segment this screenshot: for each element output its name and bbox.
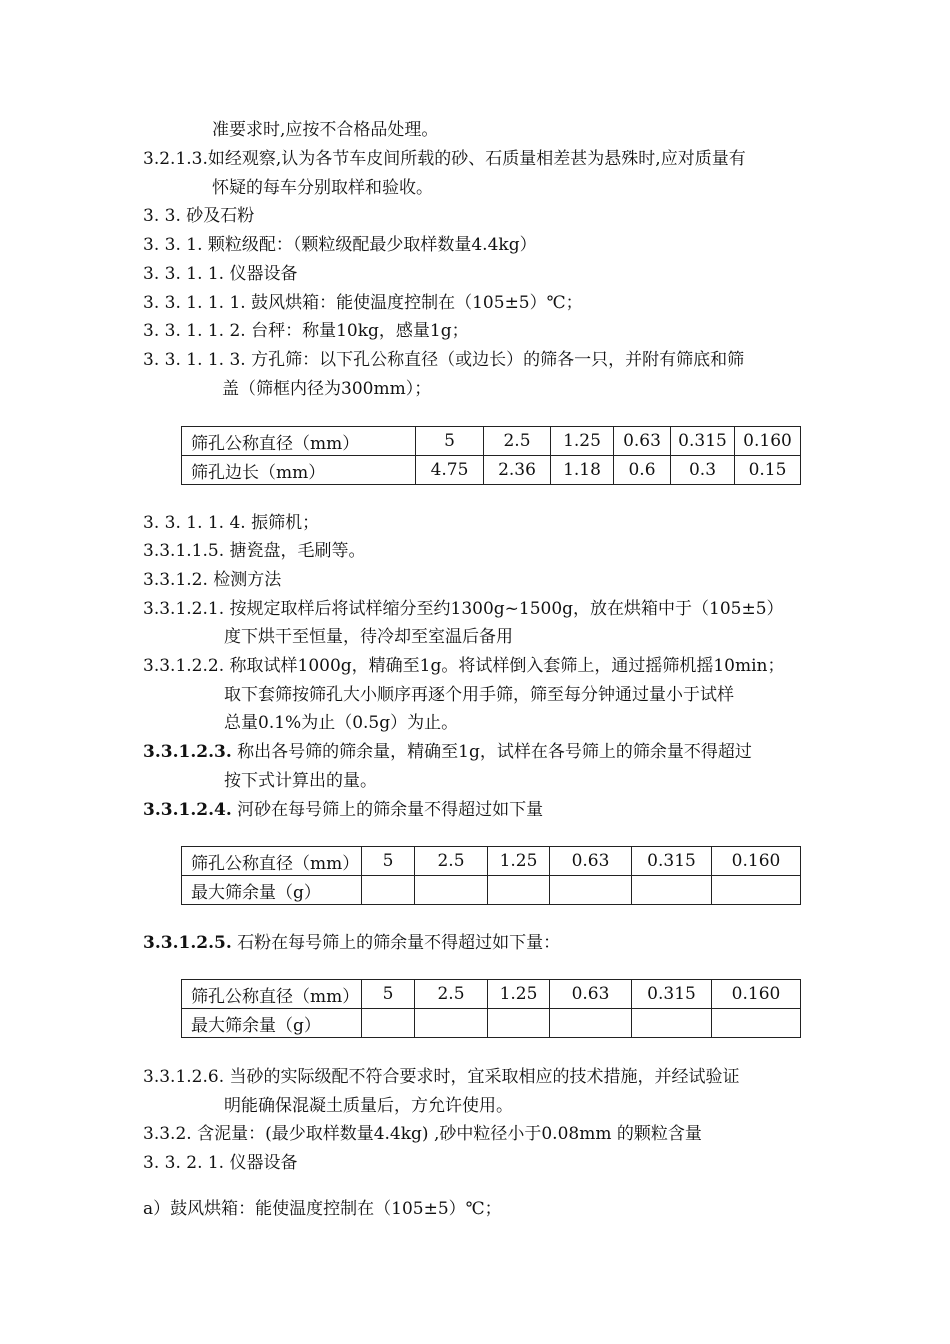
table-cell [550, 876, 632, 905]
table-cell [362, 876, 415, 905]
clause-text: 如经观察,认为各节车皮间所载的砂、石质量相差甚为悬殊时,应对质量有 [207, 149, 746, 169]
text-line: 3. 3. 1. 1. 1. 鼓风烘箱：能使温度控制在（105±5）℃； [143, 293, 583, 313]
text-line: a）鼓风烘箱：能使温度控制在（105±5）℃； [143, 1199, 502, 1219]
table-cell [415, 876, 488, 905]
table-cell [712, 1009, 801, 1038]
table-row [182, 847, 801, 876]
clause-number: 3.3.1.2.3. [143, 742, 232, 762]
table-cell: 1.25 [551, 427, 614, 456]
table-row [182, 1009, 801, 1038]
clause-number: 3.3.1.2.5. [143, 933, 232, 953]
subsection-heading: 3. 3. 2. 1. 仪器设备 [143, 1153, 298, 1173]
section-heading: 3. 3. 砂及石粉 [143, 206, 255, 226]
table-cell [632, 876, 712, 905]
table-row [182, 980, 801, 1009]
table-cell: 2.5 [415, 847, 488, 876]
table-cell: 4.75 [416, 456, 484, 485]
text-line: 3. 3. 1. 1. 2. 台秤：称量10kg，感量1g； [143, 321, 469, 341]
table-cell: 0.15 [735, 456, 801, 485]
table-cell: 1.18 [551, 456, 614, 485]
clause-3-3-1-2-5 [143, 933, 560, 953]
river-sand-residue-table [181, 846, 801, 905]
subsection-heading: 3. 3. 1. 颗粒级配：（颗粒级配最少取样数量4.4kg） [143, 235, 537, 255]
clause-3-3-1-2-4 [143, 800, 543, 820]
clause-number: 3.3.1.2.1. [143, 599, 225, 619]
table-cell: 5 [362, 847, 415, 876]
text-line: 取下套筛按筛孔大小顺序再逐个用手筛，筛至每分钟通过量小于试样 [224, 685, 734, 705]
clause-number: 3.3.1.2.6. [143, 1067, 225, 1087]
clause-3-3-1-2-6 [143, 1067, 740, 1087]
table-cell: 2.36 [484, 456, 551, 485]
text-line: 3. 3. 1. 1. 3. 方孔筛：以下孔公称直径（或边长）的筛各一只，并附有筛底和筛 [143, 350, 745, 370]
clause-number: 3.2.1.3. [143, 149, 208, 169]
clause-text: 当砂的实际级配不符合要求时，宜采取相应的技术措施，并经试验证 [229, 1067, 740, 1087]
text-line: 总量0.1%为止（0.5g）为止。 [224, 713, 459, 733]
clause-text: 称出各号筛的筛余量，精确至1g，试样在各号筛上的筛余量不得超过 [237, 742, 752, 762]
table-header-cell: 筛孔边长（mm） [182, 456, 416, 485]
sieve-size-table [181, 426, 801, 485]
table-cell: 0.63 [614, 427, 671, 456]
table-cell [632, 1009, 712, 1038]
clause-3-3-1-2-2 [143, 656, 785, 676]
subsection-heading: 3.3.2. 含泥量：(最少取样数量4.4kg) ,砂中粒径小于0.08mm 的颗粒含量 [143, 1124, 702, 1144]
table-header-cell: 筛孔公称直径（mm） [182, 847, 362, 876]
text-line: 明能确保混凝土质量后，方允许使用。 [224, 1096, 513, 1116]
table-cell: 5 [362, 980, 415, 1009]
table-cell: 2.5 [415, 980, 488, 1009]
table-cell: 0.63 [550, 980, 632, 1009]
text-line: 盖（筛框内径为300mm）； [222, 379, 432, 399]
text-line: 按下式计算出的量。 [224, 771, 377, 791]
table-cell: 0.160 [735, 427, 801, 456]
clause-3-3-1-2-1 [143, 599, 784, 619]
clause-text: 河砂在每号筛上的筛余量不得超过如下量 [237, 800, 544, 820]
clause-number: 3.3.1.2.2. [143, 656, 225, 676]
table-header-cell: 筛孔公称直径（mm） [182, 980, 362, 1009]
text-line: 怀疑的每车分别取样和验收。 [212, 178, 433, 198]
table-header-cell: 筛孔公称直径（mm） [182, 427, 416, 456]
clause-text: 称取试样1000g，精确至1g。将试样倒入套筛上，通过摇筛机摇10min； [229, 656, 785, 676]
table-cell [488, 1009, 550, 1038]
table-cell: 0.3 [671, 456, 735, 485]
table-cell: 0.315 [671, 427, 735, 456]
table-cell: 0.315 [632, 847, 712, 876]
clause-number: 3.3.1.2.4. [143, 800, 232, 820]
subsection-heading: 3.3.1.2. 检测方法 [143, 570, 282, 590]
table-cell [550, 1009, 632, 1038]
text-line: 度下烘干至恒量，待冷却至室温后备用 [224, 627, 513, 647]
text-line: 3.3.1.1.5. 搪瓷盘，毛刷等。 [143, 541, 366, 561]
table-cell: 1.25 [488, 847, 550, 876]
clause-text: 石粉在每号筛上的筛余量不得超过如下量： [237, 933, 561, 953]
table-cell: 1.25 [488, 980, 550, 1009]
clause-3-3-1-2-3 [143, 742, 752, 762]
subsection-heading: 3. 3. 1. 1. 仪器设备 [143, 264, 298, 284]
table-cell: 0.315 [632, 980, 712, 1009]
table-row [182, 876, 801, 905]
table-cell: 2.5 [484, 427, 551, 456]
clause-text: 按规定取样后将试样缩分至约1300g~1500g，放在烘箱中于（105±5） [229, 599, 784, 619]
table-cell [712, 876, 801, 905]
table-cell: 0.160 [712, 980, 801, 1009]
table-cell: 0.63 [550, 847, 632, 876]
table-row [182, 456, 801, 485]
table-cell [488, 876, 550, 905]
table-cell: 0.160 [712, 847, 801, 876]
table-cell: 0.6 [614, 456, 671, 485]
clause-3-2-1-3 [143, 149, 746, 169]
text-line: 3. 3. 1. 1. 4. 振筛机； [143, 513, 320, 533]
table-header-cell: 最大筛余量（g） [182, 1009, 362, 1038]
table-row [182, 427, 801, 456]
table-cell [362, 1009, 415, 1038]
stone-powder-residue-table [181, 979, 801, 1038]
text-line: 准要求时,应按不合格品处理。 [212, 120, 439, 140]
table-cell [415, 1009, 488, 1038]
table-header-cell: 最大筛余量（g） [182, 876, 362, 905]
table-cell: 5 [416, 427, 484, 456]
